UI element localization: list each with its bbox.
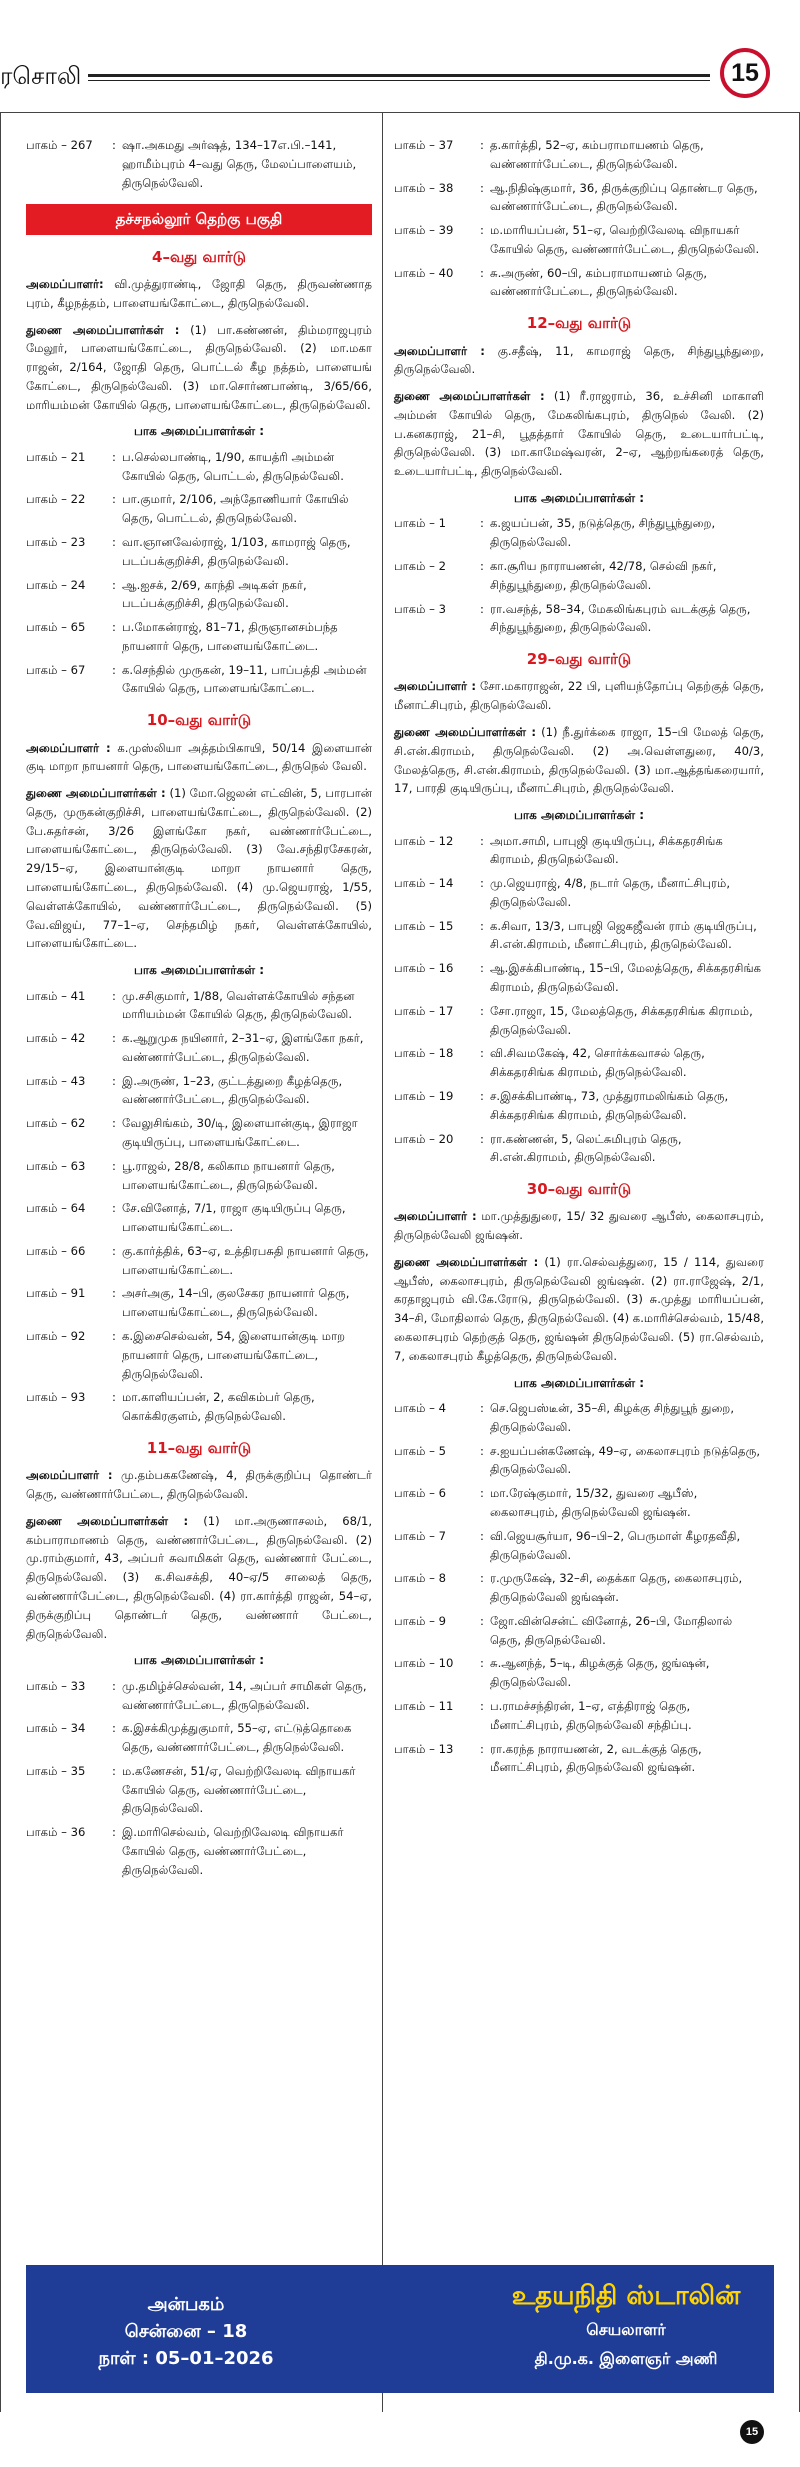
list-item: பாகம் – 38 : ஆ.நிதிஷ்குமார், 36, திருக்குறிப்பு தொண்டர தெரு, வண்ணார்பேட்டை, திருநெல்வேலி.: [394, 180, 758, 214]
list-item: பாகம் – 22 : பா.குமார், 2/106, அந்தோணியார் கோயில் தெரு, பொட்டல், திருநெல்வேலி.: [26, 492, 349, 526]
list-item: பாகம் – 67 : க.செந்தில் முருகன், 19–11, பாப்பத்தி அம்மன் கோயில் தெரு, பாளையங்கோட்டை.: [26, 662, 367, 696]
ward-section: [26, 1436, 372, 1880]
frame-left-border: [0, 112, 1, 2412]
ward-title: 11–வது வார்டு: [146, 1438, 252, 1457]
list-item: பாகம் – 92 : க.இசைசெல்வன், 54, இளையான்குடி மாற நாயனார் தெரு, பாளையங்கோட்டை, திருநெல்வேலி.: [26, 1329, 346, 1381]
column-divider: [382, 112, 383, 2412]
subhead: பாக அமைப்பாளர்கள் :: [513, 491, 645, 506]
list-item: பாகம் – 36 : இ.மாரிசெல்வம், வெற்றிவேலடி விநாயகர் கோயில் தெரு, வண்ணார்பேட்டை, திருநெல்வேலி.: [26, 1825, 344, 1877]
list-item: பாகம் – 40 : சு.அருண், 60–பி, கம்பராமாயணம் தெரு, வண்ணார்பேட்டை, திருநெல்வேலி.: [394, 265, 708, 299]
banner-signatory: [506, 2281, 746, 2370]
ward-deputies: துணை அமைப்பாளர்கள் : (1) மா.அருணாசலம், 68/1, கம்பாராமாணம் தெரு, வண்ணார்பேட்டை, திருநெல்வேலி. (2) மு.ராம்குமார், 43, அப்பர் சுவாமிகள் தெரு, வண்ணார் பேட்டை, திருநெல்வேலி. (3) க.சிவசக்தி, 40–ஏ/5 சாலைத் தெரு, வண்ணார்பேட்டை, திருநெல்வேலி. (4) ரா.கார்த்தி ராஜன், 54–ஏ, திருக்குறிப்பு தொண்டர் தெரு, வண்ணார் பேட்டை, திருநெல்வேலி.: [26, 1513, 373, 1641]
header-rule-thin: [88, 80, 710, 81]
subhead: பாக அமைப்பாளர்கள் :: [513, 808, 645, 823]
left-top-entries: [26, 136, 372, 192]
list-item: பாகம் – 91 : அசர்அகு, 14–பி, குலசேகர நாயனார் தெரு, பாளையங்கோட்டை, திருநெல்வேலி.: [26, 1286, 350, 1320]
ward-section: [394, 1177, 764, 1777]
list-item: பாகம் – 19 : ச.இசக்கிபாண்டி, 73, முத்துராமலிங்கம் தெரு, சிக்கதரசிங்க கிராமம், திருநெல்வேலி.: [394, 1088, 729, 1122]
list-item: பாகம் – 43 : இ.அருண், 1–23, குட்டத்துறை கீழத்தெரு, வண்ணார்பேட்டை, திருநெல்வேலி.: [26, 1073, 343, 1107]
ward-deputies: துணை அமைப்பாளர்கள் : (1) நீ.துர்க்கை ராஜா, 15–பி மேலத் தெரு, சி.என்.கிராமம், திருநெல்வேலி. (2) அ.வெள்ளதுரை, 40/3, மேலத்தெரு, சி.என்.கிராமம், திருநெல்வேலி. (3) மா.ஆத்தங்கரையார், 17, பாரதி குடியிருப்பு, மீனாட்சிபுரம், திருநெல்வேலி.: [394, 725, 764, 796]
list-item: பாகம் – 4 : செ.ஜெபஸ்டீன், 35–சி, கிழக்கு சிந்துபூந் துறை, திருநெல்வேலி.: [394, 1401, 735, 1434]
list-item: பாகம் – 33 : மு.தமிழ்ச்செல்வன், 14, அப்பர் சாமிகள் தெரு, வண்ணார்பேட்டை, திருநெல்வேலி.: [26, 1678, 367, 1712]
list-item: பாகம் – 15 : க.சிவா, 13/3, பாபுஜி ஜெகஜீவன் ராம் குடியிருப்பு, சி.என்.கிராமம், மீனாட்சிபுரம், திருநெல்வேலி.: [394, 918, 757, 952]
ward-section: [26, 245, 372, 699]
list-item: பாகம் – 37 : த.கார்த்தி, 52–ஏ, கம்பராமாயணம் தெரு, வண்ணார்பேட்டை, திருநெல்வேலி.: [394, 138, 704, 171]
ward-organizer: அமைப்பாளர் : சோ.மகாராஜன், 22 பி, புளியந்தோப்பு தெற்குத் தெரு, மீனாட்சிபுரம், திருநெல்வேலி.: [394, 679, 764, 713]
subhead: பாக அமைப்பாளர்கள் :: [513, 1375, 645, 1390]
part-text: ஷா.அகமது அர்ஷத், 134–17எ.பி.–141, ஹாமீம்புரம் 4–வது தெரு, மேலப்பாளையம், திருநெல்வேலி.: [122, 138, 357, 190]
page-number-badge: 15: [720, 48, 770, 98]
list-item: பாகம் – 93 : மா.காளியப்பன், 2, கவிகம்பர் தெரு, கொக்கிரகுளம், திருநெல்வேலி.: [26, 1390, 315, 1424]
list-item: பாகம் – 1 : க.ஜயப்பன், 35, நடுத்தெரு, சிந்துபூந்துறை, திருநெல்வேலி.: [394, 516, 716, 550]
list-item: பாகம் – 14 : மு.ஜெயராஜ், 4/8, நடார் தெரு, மீனாட்சிபுரம், திருநெல்வேலி.: [394, 876, 731, 909]
signatory-role: செயலாளர்: [586, 2320, 666, 2339]
ward-title: 30–வது வார்டு: [526, 1180, 632, 1199]
list-item: பாகம் – 9 : ஜோ.வின்சென்ட் வினோத், 26–பி, மோதிலால் தெரு, திருநெல்வேலி.: [394, 1613, 733, 1647]
list-item: பாகம் – 35 : ம.கணேசன், 51/ஏ, வெற்றிவேலடி விநாயகர் கோயில் தெரு, வண்ணார்பேட்டை, திருநெல்வேலி.: [26, 1763, 356, 1816]
list-item: பாகம் – 34 : க.இசக்கிமுத்துகுமார், 55–ஏ, எட்டுத்தொகை தெரு, வண்ணார்பேட்டை, திருநெல்வேலி.: [26, 1721, 352, 1755]
list-item: பாகம் – 24 : ஆ.ஐசக், 2/69, காந்தி அடிகள் நகர், படப்பக்குறிச்சி, திருநெல்வேலி.: [26, 577, 307, 611]
ward-organizer: அமைப்பாளர்: வி.முத்துராண்டி, ஜோதி தெரு, திருவண்ணாத புரம், கீழநத்தம், பாளையங்கோட்டை, திருநெல்வேலி.: [26, 276, 372, 310]
list-item: பாகம் – 39 : ம.மாரியப்பன், 51–ஏ, வெற்றிவேலடி விநாயகர் கோயில் தெரு, வண்ணார்பேட்டை, திருநெல்வேலி.: [394, 223, 760, 256]
ward-deputies: துணை அமைப்பாளர்கள் : (1) மோ.ஜெலன் எட்வின், 5, பாரபான் தெரு, முருகன்குறிச்சி, பாளையங்கோட்டை, திருநெல்வேலி. (2) பே.சுதர்சன், 3/26 இளங்கோ நகர், வண்ணார்பேட்டை, பாளையங்கோட்டை, திருநெல்வேலி. (3) வே.சந்திரசேகரன், 29/15–ஏ, இளையான்குடி மாறா நாயனார் தெரு, பாளையங்கோட்டை, திருநெல்வேலி. (4) மு.ஜெயராஜ், 1/55, வெள்ளக்கோயில், வண்ணார்பேட்டை, திருநெல்வேலி. (5) வே.விஜய், 77–1–ஏ, செந்தமிழ் நகர், வெள்ளக்கோயில், பாளையங்கோட்டை.: [26, 786, 372, 951]
list-item: பாகம் – 65 : ப.மோகன்ராஜ், 81–71, திருஞானசம்பந்த நாயனார் தெரு, பாளையங்கோட்டை.: [26, 620, 338, 653]
list-item: பாகம் – 41 : மு.சசிகுமார், 1/88, வெள்ளக்கோயில் சந்தன மாரியம்மன் கோயில் தெரு, திருநெல்வேலி.: [26, 988, 355, 1022]
list-item: பாகம் – 20 : ரா.கண்ணன், 5, லெட்சுமிபுரம் தெரு, சி.என்.கிராமம், திருநெல்வேலி.: [394, 1131, 682, 1165]
list-item: பாகம் – 267 : ஷா.அகமது அர்ஷத், 134–17எ.பி.–141, ஹாமீம்புரம் 4–வது தெரு, மேலப்பாளையம், திருநெல்வேலி.: [26, 136, 372, 192]
area-title: தச்சநல்லூர் தெற்கு பகுதி: [26, 204, 372, 234]
ward-deputies: துணை அமைப்பாளர்கள் : (1) ரா.செல்வத்துரை, 15 / 114, துவரை ஆபீஸ், கைலாசபுரம், திருநெல்வேலி ஜங்ஷன். (2) ரா.ராஜேஷ், 2/1, கரதாஜபுரம் வி.கே.ரோடு, திருநெல்வேலி. (3) சு.முத்து மாரியப்பன், 34–சி, மோதிலால் தெரு, திருநெல்வேலி. (4) க.மாரிச்செல்வம், 15/48, கைலாசபுரம் தெற்குத் தெரு, ஜங்ஷன் திருநெல்வேலி. (5) ரா.செல்வம், 7, கைலாசபுரம் கீழத்தெரு, திருநெல்வேலி.: [394, 1254, 764, 1363]
ward-organizer: அமைப்பாளர் : மா.முத்துதுரை, 15/ 32 துவரை ஆபீஸ், கைலாசபுரம், திருநெல்வேலி ஜங்ஷன்.: [394, 1209, 764, 1243]
list-item: பாகம் – 21 : ப.செல்லபாண்டி, 1/90, காயத்ரி அம்மன் கோயில் தெரு, பொட்டல், திருநெல்வேலி.: [26, 449, 344, 483]
list-item: பாகம் – 11 : ப.ராமச்சந்திரன், 1–ஏ, எத்திராஜ் தெரு, மீனாட்சிபுரம், திருநெல்வேலி சந்திப்பு.: [394, 1698, 692, 1732]
ward-section: [26, 708, 372, 1426]
footer-banner: [26, 2265, 774, 2393]
right-top-entries: [394, 136, 764, 301]
masthead-title: ரசொலி: [0, 62, 82, 90]
ward-title: 29–வது வார்டு: [526, 650, 632, 669]
footer-page-number: 15: [740, 2420, 764, 2444]
list-item: பாகம் – 13 : ரா.கரந்த நாராயணன், 2, வடக்குத் தெரு, மீனாட்சிபுரம், திருநெல்வேலி ஜங்ஷன்.: [394, 1741, 702, 1775]
list-item: பாகம் – 17 : சோ.ராஜா, 15, மேலத்தெரு, சிக்கதரசிங்க கிராமம், திருநெல்வேலி.: [394, 1003, 753, 1037]
ward-title: 4–வது வார்டு: [152, 247, 246, 266]
ward-deputies: துணை அமைப்பாளர்கள் : (1) பா.கண்ணன், திம்மராஜபுரம் மேலூர், பாளையங்கோட்டை, திருநெல்வேலி. (2) மா.மகா ராஜன், 2/164, ஜோதி தெரு, பொட்டல் கீழ நத்தம், பாளையங் கோட்டை, திருநெல்வேலி. (3) மா.சொர்ணபாண்டி, 3/65/66, மாரியம்மன் கோயில் தெரு, பாளையங்கோட்டை, திருநெல்வேலி.: [26, 322, 372, 412]
ward-title: 12–வது வார்டு: [526, 314, 632, 333]
list-item: பாகம் – 12 : அமா.சாமி, பாபுஜி குடியிருப்பு, சிக்கதரசிங்க கிராமம், திருநெல்வேலி.: [394, 833, 723, 867]
signatory-org: தி.மு.க. இளைஞர் அணி: [534, 2349, 718, 2368]
part-label: பாகம் – 267: [26, 138, 93, 152]
header-rule: [88, 74, 710, 77]
list-item: பாகம் – 42 : க.ஆறுமுக நயினார், 2–31–ஏ, இளங்கோ நகர், வண்ணார்பேட்டை, திருநெல்வேலி.: [26, 1031, 364, 1064]
list-item: பாகம் – 18 : வி.சிவமகேஷ், 42, சொர்க்கவாசல் தெரு, சிக்கதரசிங்க கிராமம், திருநெல்வேலி.: [394, 1046, 705, 1080]
list-item: பாகம் – 2 : கா.சூரிய நாராயணன், 42/78, செல்வி நகர், சிந்துபூந்துறை, திருநெல்வேலி.: [394, 559, 717, 592]
list-item: பாகம் – 10 : சு.ஆனந்த், 5–டி, கிழக்குத் தெரு, ஜங்ஷன், திருநெல்வேலி.: [394, 1656, 710, 1690]
list-item: பாகம் – 6 : மா.ரேஷ்குமார், 15/32, துவரை ஆபீஸ், கைலாசபுரம், திருநெல்வேலி ஜங்ஷன்.: [394, 1486, 698, 1519]
list-item: பாகம் – 7 : வி.ஜெயசூர்யா, 96–பி–2, பெருமாள் கீழரதவீதி, திருநெல்வேலி.: [394, 1528, 741, 1562]
banner-address: [96, 2291, 276, 2372]
signatory-name: உதயநிதி ஸ்டாலின்: [511, 2281, 741, 2311]
list-item: பாகம் – 5 : ச.ஐயப்பன்கணேஷ், 49–ஏ, கைலாசபுரம் நடுத்தெரு, திருநெல்வேலி.: [394, 1443, 761, 1477]
left-column: [26, 136, 372, 1885]
list-item: பாகம் – 23 : வா.ஞானவேல்ராஜ், 1/103, காமராஜ் தெரு, படப்பக்குறிச்சி, திருநெல்வேலி.: [26, 534, 351, 568]
subhead: பாக அமைப்பாளர்கள் :: [133, 424, 265, 439]
list-item: பாகம் – 64 : சே.வினோத், 7/1, ராஜா குடியிருப்பு தெரு, பாளையங்கோட்டை.: [26, 1201, 346, 1235]
list-item: பாகம் – 16 : ஆ.இசக்கிபாண்டி, 15–பி, மேலத்தெரு, சிக்கதரசிங்க கிராமம், திருநெல்வேலி.: [394, 961, 762, 995]
list-item: பாகம் – 8 : ர.முருகேஷ், 32–சி, தைக்கா தெரு, கைலாசபுரம், திருநெல்வேலி ஜங்ஷன்.: [394, 1571, 743, 1605]
list-item: பாகம் – 3 : ரா.வசந்த், 58–34, மேகலிங்கபுரம் வடக்குத் தெரு, சிந்துபூந்துறை, திருநெல்வேலி.: [394, 601, 751, 635]
ward-organizer: அமைப்பாளர் : மு.தம்பககணேஷ், 4, திருக்குறிப்பு தொண்டர் தெரு, வண்ணார்பேட்டை, திருநெல்வேலி.: [26, 1468, 372, 1502]
banner-line-2: சென்னை – 18: [124, 2321, 248, 2342]
subhead: பாக அமைப்பாளர்கள் :: [133, 963, 265, 978]
list-item: பாகம் – 63 : பூ.ராஜல், 28/8, கலிகாம நாயனார் தெரு, பாளையங்கோட்டை, திருநெல்வேலி.: [26, 1158, 335, 1192]
subhead: பாக அமைப்பாளர்கள் :: [133, 1653, 265, 1668]
right-column: [394, 136, 764, 1782]
ward-section: [394, 647, 764, 1167]
list-item: பாகம் – 62 : வேலுசிங்கம், 30/டி, இளையான்குடி, இராஜா குடியிருப்பு, பாளையங்கோட்டை.: [26, 1116, 358, 1150]
banner-date: நாள் : 05–01–2026: [98, 2348, 274, 2369]
ward-section: [394, 311, 764, 637]
ward-title: 10–வது வார்டு: [146, 711, 252, 730]
banner-line-1: அன்பகம்: [147, 2294, 225, 2315]
ward-deputies: துணை அமைப்பாளர்கள் : (1) ரீ.ராஜராம், 36, உச்சினி மாகாளி அம்மன் கோயில் தெரு, மேகலிங்கபுரம், திருநெல் வேலி. (2) ப.கனகராஜ், 21–சி, பூதத்தார் கோயில் தெரு, உடையார்பட்டி, திருநெல்வேலி. (3) மா.காமேஷ்வரன், 2–ஏ, ஆற்றங்கரைத் தெரு, உடையார்பட்டி, திருநெல்வேலி.: [394, 389, 764, 479]
ward-organizer: அமைப்பாளர் : க.முஸ்லியா அத்தம்பிகாயி, 50/14 இளையான் குடி மாறா நாயனார் தெரு, பாளையங்கோட்டை, திருநெல் வேலி.: [26, 740, 372, 774]
list-item: பாகம் – 66 : கு.கார்த்திக், 63–ஏ, உத்திரபசுதி நாயனார் தெரு, பாளையங்கோட்டை.: [26, 1243, 369, 1277]
page-header: [0, 40, 800, 108]
ward-organizer: அமைப்பாளர் : கு.சதீஷ், 11, காமராஜ் தெரு, சிந்துபூந்துறை, திருநெல்வேலி.: [394, 343, 764, 377]
